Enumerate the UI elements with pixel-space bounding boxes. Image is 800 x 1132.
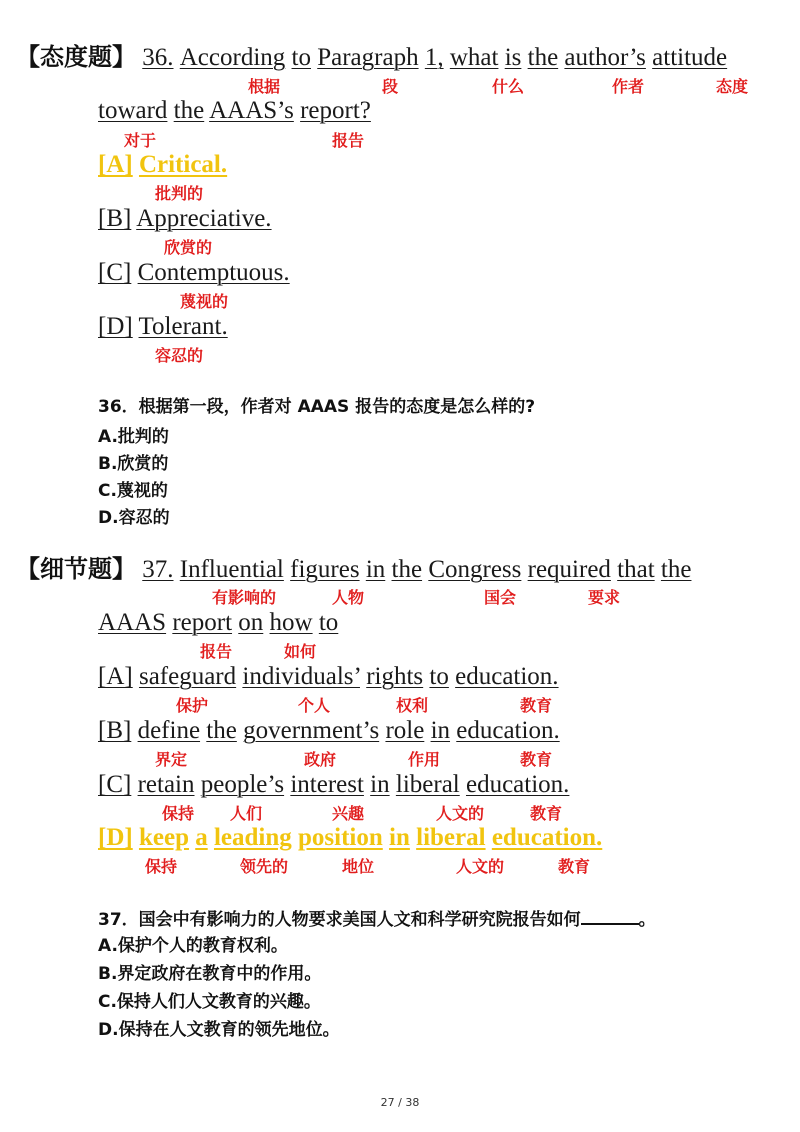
gloss: 地位: [342, 857, 375, 876]
gloss: 作者: [612, 77, 645, 96]
word: position: [298, 824, 383, 851]
q36-stem-line1: [16, 42, 727, 73]
word: Paragraph: [317, 44, 419, 71]
word: author’s: [564, 44, 646, 71]
option-letter: [C]: [98, 771, 132, 798]
gloss: 根据: [248, 77, 281, 96]
question-type-tag: 【细节题】: [16, 555, 136, 583]
option-letter: [B]: [98, 205, 132, 232]
word: a: [195, 824, 208, 851]
gloss: 教育: [520, 696, 553, 715]
word: keep: [138, 824, 189, 851]
q37-zh-option-a: A.保护个人的教育权利。: [98, 936, 288, 956]
word: government’s: [243, 717, 380, 744]
word: to: [318, 609, 339, 636]
word: to: [291, 44, 311, 71]
gloss: 个人: [298, 696, 331, 715]
word: AAAS: [98, 609, 167, 636]
word: on: [238, 609, 264, 636]
word: 36.: [142, 44, 174, 71]
word: leading: [213, 824, 292, 851]
word: the: [173, 97, 205, 124]
word: the: [660, 556, 692, 583]
word: 1,: [424, 44, 444, 71]
q36-zh-option-a: A.批判的: [98, 427, 169, 447]
word: retain: [137, 771, 195, 798]
answer-blank: [581, 907, 639, 925]
gloss: 国会: [484, 588, 517, 607]
word: define: [137, 717, 201, 744]
word: liberal: [416, 824, 486, 851]
option-letter: [C]: [98, 259, 132, 286]
gloss: 政府: [304, 750, 337, 769]
q36-stem-line2: [98, 96, 371, 126]
gloss: 人文的: [456, 857, 505, 876]
gloss: 报告: [332, 131, 365, 150]
option-letter: [A]: [98, 151, 133, 178]
word: in: [430, 717, 451, 744]
word: Congress: [428, 556, 522, 583]
word: the: [391, 556, 423, 583]
current-page: 27: [380, 1096, 395, 1109]
word: in: [370, 771, 390, 798]
option-text: Critical.: [138, 151, 228, 178]
q36-option-b: [98, 204, 272, 234]
q36-option-d: [98, 312, 228, 342]
word: in: [389, 824, 410, 851]
word: safeguard: [138, 663, 237, 690]
gloss: 兴趣: [332, 804, 365, 823]
word: education.: [456, 717, 560, 744]
gloss: 人物: [332, 588, 365, 607]
gloss: 教育: [520, 750, 553, 769]
word: what: [449, 44, 499, 71]
word: AAAS’s: [209, 97, 294, 124]
gloss: 批判的: [155, 184, 204, 203]
q37-zh-question: [98, 907, 656, 931]
gloss: 如何: [284, 642, 317, 661]
option-letter: [B]: [98, 717, 132, 744]
gloss: 保持: [145, 857, 178, 876]
gloss: 蔑视的: [180, 292, 229, 311]
q37-zh-option-c: C.保持人们人文教育的兴趣。: [98, 992, 321, 1012]
zh-question-text: 37．国会中有影响力的人物要求美国人文和科学研究院报告如何: [98, 910, 581, 930]
word: role: [385, 717, 425, 744]
word: the: [206, 717, 237, 744]
page-separator: /: [398, 1096, 402, 1109]
word: figures: [290, 556, 360, 583]
gloss: 报告: [200, 642, 233, 661]
gloss: 作用: [408, 750, 441, 769]
gloss: 有影响的: [212, 588, 277, 607]
q36-zh-option-b: B.欣赏的: [98, 454, 169, 474]
word: to: [429, 663, 449, 690]
gloss: 对于: [124, 131, 157, 150]
gloss: 教育: [530, 804, 563, 823]
q36-option-a-answer: [98, 150, 227, 180]
gloss: 保持: [162, 804, 195, 823]
page-number: [0, 1096, 800, 1109]
gloss: 界定: [155, 750, 188, 769]
word: people’s: [200, 771, 285, 798]
word: in: [365, 556, 386, 583]
gloss: 什么: [492, 77, 525, 96]
gloss: 人们: [230, 804, 263, 823]
word: individuals’: [242, 663, 360, 690]
gloss: 人文的: [436, 804, 485, 823]
q36-zh-option-d: D.容忍的: [98, 508, 170, 528]
gloss: 教育: [558, 857, 591, 876]
option-text: Appreciative.: [136, 205, 272, 232]
word: rights: [366, 663, 424, 690]
word: Influential: [179, 556, 284, 583]
option-letter: [D]: [98, 313, 133, 340]
gloss: 保护: [176, 696, 209, 715]
word: that: [617, 556, 655, 583]
q37-option-c: [98, 770, 569, 800]
gloss: 态度: [716, 77, 749, 96]
q37-option-b: [98, 716, 560, 746]
gloss: 权利: [396, 696, 429, 715]
word: interest: [290, 771, 364, 798]
q37-option-a: [98, 662, 559, 692]
word: 37.: [142, 556, 174, 583]
q36-zh-option-c: C.蔑视的: [98, 481, 168, 501]
total-pages: 38: [405, 1096, 420, 1109]
word: report?: [300, 97, 371, 124]
q36-option-c: [98, 258, 290, 288]
word: liberal: [395, 771, 460, 798]
q37-option-d-answer: [98, 823, 602, 853]
option-letter: [D]: [98, 824, 133, 851]
gloss: 领先的: [240, 857, 289, 876]
word: is: [504, 44, 522, 71]
gloss: 欣赏的: [164, 238, 213, 257]
option-text: Contemptuous.: [137, 259, 290, 286]
word: required: [527, 556, 611, 583]
word: the: [527, 44, 559, 71]
q37-zh-option-b: B.界定政府在教育中的作用。: [98, 964, 322, 984]
word: toward: [98, 97, 168, 124]
word: education.: [491, 824, 603, 851]
q37-zh-option-d: D.保持在人文教育的领先地位。: [98, 1020, 340, 1040]
word: education.: [455, 663, 559, 690]
gloss: 容忍的: [155, 346, 204, 365]
option-letter: [A]: [98, 663, 133, 690]
q36-zh-question: 36．根据第一段，作者对 AAAS 报告的态度是怎么样的?: [98, 397, 536, 417]
q37-stem-line2: [98, 608, 338, 638]
q37-stem-line1: [16, 554, 691, 585]
gloss: 要求: [588, 588, 621, 607]
word: According: [179, 44, 286, 71]
question-type-tag: 【态度题】: [16, 43, 136, 71]
option-text: Tolerant.: [138, 313, 228, 340]
word: report: [172, 609, 233, 636]
zh-question-end: 。: [638, 910, 656, 930]
word: attitude: [652, 44, 728, 71]
word: education.: [465, 771, 570, 798]
word: how: [269, 609, 313, 636]
gloss: 段: [382, 77, 399, 96]
